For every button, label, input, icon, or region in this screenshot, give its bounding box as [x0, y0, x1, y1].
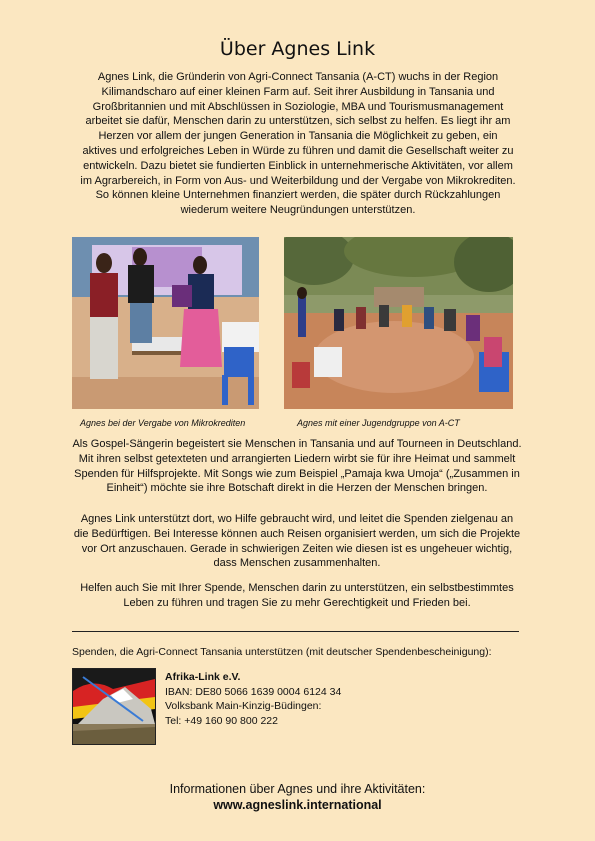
donation-intro: Spenden, die Agri-Connect Tansania unterstützen (mit deutscher Spendenbescheinigung):: [72, 646, 492, 658]
divider-line: [72, 631, 519, 632]
afrika-link-logo: [72, 668, 156, 745]
intro-paragraph: Agnes Link, die Gründerin von Agri-Connect Tansania (A-CT) wuchs in der Region Kilimandscharo auf einer kleinen Farm auf. Seit ihrer Ausbildung in Tansania und Großbritannien und mit Abschlüssen in Soziologie, MBA und Tourismusmanagement arbeitet sie dafür, Menschen darin zu unterstützen, sich selbst zu helfen. Es liegt ihr am Herzen vor allem der jungen Generation in Tansania die Möglichkeit zu geben, ein aktives und erfolgreiches Leben in Würde zu führen und damit die Gesellschaft weiter zu entwickeln. Dazu bietet sie fundierten Einblick in unternehmerische Aktivitäten, vor allem im Agrarbereich, in Form von Aus- und Weiterbildung und der Vergabe von Mikrokrediten. So können kleine Unternehmen finanziert werden, die später durch Rückzahlungen wiederum weitere Neugründungen unterstützen.: [80, 71, 516, 217]
page-title: Über Agnes Link: [219, 38, 376, 60]
organization-name: Afrika-Link e.V.: [165, 671, 241, 683]
bank-name: Volksbank Main-Kinzig-Büdingen:: [165, 700, 322, 713]
iban: IBAN: DE80 5066 1639 0004 6124 34: [165, 685, 342, 698]
gospel-paragraph: Als Gospel-Sängerin begeistert sie Menschen in Tansania und auf Tourneen in Deutschland. Mit ihren selbst getexteten und arrangierten Liedern wirbt sie für ihre Heimat und sammelt Spenden für Hilfsprojekte. Mit Songs wie zum Beispiel „Pamaja kwa Umoja“ („Zusammen in Einheit“) möchte sie ihre Botschaft direkt in die Herzen der Menschen bringen.: [72, 438, 522, 495]
footer-info: Informationen über Agnes und ihre Aktivitäten:: [169, 782, 426, 796]
website-link[interactable]: www.agneslink.international: [213, 798, 382, 812]
right-photo-caption: Agnes mit einer Jugendgruppe von A-CT: [297, 418, 460, 428]
appeal-paragraph: Helfen auch Sie mit Ihrer Spende, Menschen darin zu unterstützen, ein selbstbestimmtes Leben zu führen und tragen Sie zu mehr Gerechtigkeit und Frieden bei.: [80, 582, 514, 609]
phone-number: Tel: +49 160 90 800 222: [165, 715, 278, 728]
support-paragraph: Agnes Link unterstützt dort, wo Hilfe gebraucht wird, und leitet die Spenden zielgenau an die Bedürftigen. Bei Interesse können auch Reisen organisiert werden, um sich die Projekte vor Ort anzuschauen. Gerade in schwierigen Zeiten wie diesen ist es ungeheuer wichtig, dass Menschen zusammenhalten.: [73, 513, 521, 570]
youth-group-photo: [284, 237, 513, 409]
left-photo-caption: Agnes bei der Vergabe von Mikrokrediten: [80, 418, 246, 428]
microcredit-photo: [72, 237, 259, 409]
bank-details: [165, 670, 341, 729]
